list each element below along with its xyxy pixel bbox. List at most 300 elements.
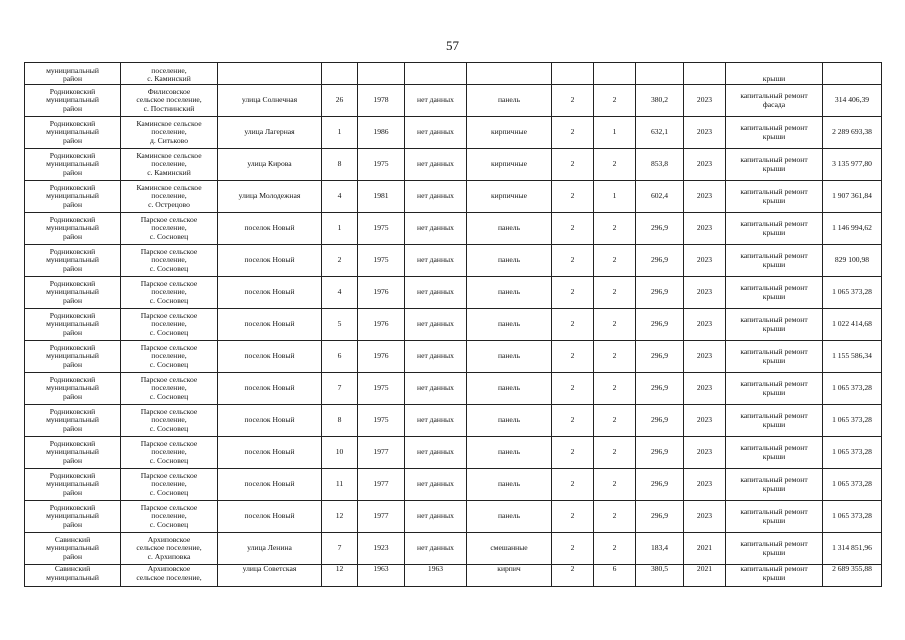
cell-text: район bbox=[62, 74, 83, 84]
cell-text: улица Солнечная bbox=[241, 95, 298, 105]
cell-text: 296,9 bbox=[650, 319, 669, 329]
cell-text: панель bbox=[497, 95, 521, 105]
cell-text: 1975 bbox=[373, 159, 389, 169]
cell-text: крыши bbox=[762, 515, 786, 525]
cell-area bbox=[636, 277, 684, 309]
cell-text: 2 bbox=[570, 564, 575, 573]
table-row bbox=[25, 149, 882, 181]
cell-text: Родниковский bbox=[49, 406, 96, 416]
cell-text: поселок Новый bbox=[244, 287, 295, 297]
cell-street bbox=[218, 149, 322, 181]
cell-text: д. Ситьково bbox=[149, 135, 188, 145]
cell-work bbox=[726, 277, 823, 309]
cell-text: муниципальный bbox=[46, 351, 99, 361]
cell-text: муниципальный bbox=[46, 572, 99, 582]
cell-text: 2 bbox=[612, 511, 617, 521]
cell-text: Парское сельское bbox=[140, 470, 198, 480]
cell-text: капитальный ремонт bbox=[740, 186, 808, 196]
cell-house bbox=[322, 213, 358, 245]
cell-text: 2 bbox=[570, 447, 575, 457]
table-row bbox=[25, 117, 882, 149]
cell-house bbox=[322, 309, 358, 341]
cell-cost bbox=[823, 213, 882, 245]
cell-text: 296,9 bbox=[650, 479, 669, 489]
cell-text: Парское сельское bbox=[140, 406, 198, 416]
cell-text: 1976 bbox=[373, 287, 389, 297]
cell-text: капитальный ремонт bbox=[740, 538, 808, 548]
cell-year bbox=[358, 309, 405, 341]
cell-text: нет данных bbox=[417, 255, 454, 265]
cell-text: крыши bbox=[762, 572, 786, 582]
cell-text: поселение, bbox=[151, 159, 187, 169]
cell-floors bbox=[552, 63, 594, 85]
cell-text: 1963 bbox=[427, 564, 444, 573]
cell-text: 8 bbox=[337, 415, 342, 425]
cell-text: 12 bbox=[335, 564, 344, 573]
cell-text: 2 bbox=[612, 415, 617, 425]
cell-text: крыши bbox=[762, 419, 786, 429]
cell-district bbox=[25, 565, 121, 587]
cell-text: капитальный ремонт bbox=[740, 314, 808, 324]
cell-floors bbox=[552, 469, 594, 501]
cell-text: поселение, bbox=[151, 191, 187, 201]
cell-floors bbox=[552, 85, 594, 117]
cell-plan-year bbox=[684, 245, 726, 277]
cell-house bbox=[322, 85, 358, 117]
cell-text: 296,9 bbox=[650, 415, 669, 425]
cell-text: с. Сосновец bbox=[149, 295, 189, 305]
cell-plan-year bbox=[684, 405, 726, 437]
cell-year bbox=[358, 501, 405, 533]
cell-text: капитальный ремонт bbox=[740, 154, 808, 164]
cell-text: район bbox=[62, 103, 83, 113]
cell-street bbox=[218, 277, 322, 309]
cell-floors bbox=[552, 149, 594, 181]
cell-work bbox=[726, 501, 823, 533]
cell-text: Родниковский bbox=[49, 438, 96, 448]
cell-text: крыши bbox=[762, 74, 786, 84]
cell-text: Парское сельское bbox=[140, 246, 198, 256]
cell-street bbox=[218, 533, 322, 565]
cell-text: крыши bbox=[762, 547, 786, 557]
cell-settlement bbox=[121, 85, 218, 117]
cell-floors bbox=[552, 341, 594, 373]
cell-area bbox=[636, 405, 684, 437]
cell-street bbox=[218, 373, 322, 405]
cell-entrances bbox=[594, 501, 636, 533]
cell-entrances bbox=[594, 437, 636, 469]
cell-text: район bbox=[62, 327, 83, 337]
cell-text: нет данных bbox=[417, 511, 454, 521]
cell-text: с. Архиповка bbox=[147, 551, 191, 561]
table-row bbox=[25, 213, 882, 245]
cell-text: капитальный ремонт bbox=[740, 474, 808, 484]
table-row bbox=[25, 565, 882, 587]
cell-text: 1 bbox=[337, 127, 342, 137]
cell-area bbox=[636, 533, 684, 565]
cell-text: 2 bbox=[570, 415, 575, 425]
cell-text: муниципальный bbox=[46, 319, 99, 329]
cell-text: с. Сосновец bbox=[149, 231, 189, 241]
cell-text: район bbox=[62, 359, 83, 369]
cell-year2 bbox=[405, 117, 467, 149]
cell-year2 bbox=[405, 85, 467, 117]
cell-walls bbox=[467, 501, 552, 533]
cell-street bbox=[218, 405, 322, 437]
cell-year2 bbox=[405, 149, 467, 181]
cell-district bbox=[25, 501, 121, 533]
cell-house bbox=[322, 341, 358, 373]
cell-text: поселение, bbox=[151, 223, 187, 233]
cell-district bbox=[25, 245, 121, 277]
cell-text: 1981 bbox=[373, 191, 389, 201]
cell-text: 1 bbox=[612, 127, 617, 137]
cell-text: кирпич bbox=[497, 564, 521, 573]
cell-district bbox=[25, 277, 121, 309]
cell-area bbox=[636, 309, 684, 341]
cell-district bbox=[25, 437, 121, 469]
cell-settlement bbox=[121, 501, 218, 533]
cell-year bbox=[358, 149, 405, 181]
cell-text: Родниковский bbox=[49, 278, 96, 288]
cell-text: нет данных bbox=[417, 287, 454, 297]
cell-text: 1977 bbox=[373, 479, 389, 489]
cell-text: панель bbox=[497, 319, 521, 329]
cell-text: с. Постнинский bbox=[143, 103, 195, 113]
cell-walls bbox=[467, 373, 552, 405]
cell-settlement bbox=[121, 437, 218, 469]
cell-text: муниципальный bbox=[46, 511, 99, 521]
cell-text: 1 065 373,28 bbox=[832, 383, 872, 393]
cell-plan-year bbox=[684, 277, 726, 309]
cell-text: поселение, bbox=[151, 65, 187, 75]
cell-cost bbox=[823, 85, 882, 117]
cell-text: муниципальный bbox=[46, 65, 99, 75]
table-row bbox=[25, 501, 882, 533]
cell-entrances bbox=[594, 405, 636, 437]
cell-text: 1 065 373,28 bbox=[832, 415, 872, 425]
cell-year bbox=[358, 341, 405, 373]
cell-text: 2 bbox=[612, 383, 617, 393]
cell-year2 bbox=[405, 533, 467, 565]
cell-district bbox=[25, 373, 121, 405]
cell-text: капитальный ремонт bbox=[740, 378, 808, 388]
cell-walls bbox=[467, 341, 552, 373]
cell-year bbox=[358, 437, 405, 469]
cell-text: муниципальный bbox=[46, 479, 99, 489]
cell-walls bbox=[467, 469, 552, 501]
cell-text: с. Сосновец bbox=[149, 455, 189, 465]
table-row bbox=[25, 405, 882, 437]
table-row bbox=[25, 277, 882, 309]
cell-text: муниципальный bbox=[46, 287, 99, 297]
cell-year2 bbox=[405, 245, 467, 277]
cell-plan-year bbox=[684, 309, 726, 341]
cell-text: улица Молодежная bbox=[238, 191, 301, 201]
cell-text: 2023 bbox=[696, 511, 713, 521]
cell-area bbox=[636, 63, 684, 85]
cell-work bbox=[726, 117, 823, 149]
cell-text: капитальный ремонт bbox=[740, 282, 808, 292]
cell-text: 296,9 bbox=[650, 287, 669, 297]
cell-text: поселок Новый bbox=[244, 351, 295, 361]
cell-district bbox=[25, 181, 121, 213]
cell-settlement bbox=[121, 277, 218, 309]
cell-text: панель bbox=[497, 447, 521, 457]
cell-floors bbox=[552, 373, 594, 405]
cell-text: 2 bbox=[612, 479, 617, 489]
cell-text: район bbox=[62, 423, 83, 433]
cell-text: 2 bbox=[570, 223, 575, 233]
cell-year bbox=[358, 405, 405, 437]
cell-entrances bbox=[594, 373, 636, 405]
cell-text: 1 065 373,28 bbox=[832, 479, 872, 489]
cell-text: нет данных bbox=[417, 383, 454, 393]
cell-text: 26 bbox=[335, 95, 344, 105]
cell-text: Родниковский bbox=[49, 470, 96, 480]
cell-text: 296,9 bbox=[650, 351, 669, 361]
cell-text: 4 bbox=[337, 287, 342, 297]
cell-text: муниципальный bbox=[46, 447, 99, 457]
cell-area bbox=[636, 85, 684, 117]
cell-text: Родниковский bbox=[49, 246, 96, 256]
cell-text: 2 bbox=[570, 95, 575, 105]
cell-entrances bbox=[594, 469, 636, 501]
cell-year bbox=[358, 181, 405, 213]
cell-text: 2 bbox=[570, 479, 575, 489]
cell-text: район bbox=[62, 231, 83, 241]
cell-text: 2 bbox=[612, 95, 617, 105]
cell-year bbox=[358, 245, 405, 277]
cell-settlement bbox=[121, 245, 218, 277]
cell-text: крыши bbox=[762, 355, 786, 365]
cell-text: панель bbox=[497, 479, 521, 489]
cell-floors bbox=[552, 117, 594, 149]
cell-text: район bbox=[62, 487, 83, 497]
cell-settlement bbox=[121, 213, 218, 245]
cell-area bbox=[636, 181, 684, 213]
cell-text: район bbox=[62, 519, 83, 529]
cell-walls bbox=[467, 213, 552, 245]
cell-text: район bbox=[62, 391, 83, 401]
cell-street bbox=[218, 501, 322, 533]
table-row bbox=[25, 373, 882, 405]
cell-plan-year bbox=[684, 501, 726, 533]
cell-text: поселение, bbox=[151, 319, 187, 329]
cell-text: капитальный ремонт bbox=[740, 218, 808, 228]
cell-text: Родниковский bbox=[49, 214, 96, 224]
cell-walls bbox=[467, 63, 552, 85]
cell-text: 2 bbox=[570, 543, 575, 553]
cell-text: с. Сосновец bbox=[149, 391, 189, 401]
cell-entrances bbox=[594, 63, 636, 85]
cell-text: панель bbox=[497, 255, 521, 265]
cell-walls bbox=[467, 149, 552, 181]
cell-text: 296,9 bbox=[650, 383, 669, 393]
cell-text: с. Сосновец bbox=[149, 263, 189, 273]
cell-text: 2 bbox=[612, 351, 617, 361]
cell-street bbox=[218, 341, 322, 373]
cell-text: Парское сельское bbox=[140, 438, 198, 448]
cell-text: 853,8 bbox=[650, 159, 669, 169]
cell-house bbox=[322, 565, 358, 587]
cell-text: 1975 bbox=[373, 223, 389, 233]
cell-settlement bbox=[121, 117, 218, 149]
cell-text: кирпичные bbox=[490, 191, 528, 201]
cell-text: 2021 bbox=[696, 564, 713, 573]
cell-text: 2023 bbox=[696, 319, 713, 329]
cell-text: 2 bbox=[612, 255, 617, 265]
cell-text: 2021 bbox=[696, 543, 713, 553]
cell-text: 2023 bbox=[696, 95, 713, 105]
cell-settlement bbox=[121, 149, 218, 181]
cell-text: 829 100,98 bbox=[834, 255, 870, 265]
cell-text: 2 689 355,88 bbox=[832, 564, 872, 573]
cell-text: 2 bbox=[612, 543, 617, 553]
cell-district bbox=[25, 469, 121, 501]
cell-text: 12 bbox=[335, 511, 344, 521]
cell-year bbox=[358, 213, 405, 245]
cell-street bbox=[218, 63, 322, 85]
cell-street bbox=[218, 213, 322, 245]
cell-text: крыши bbox=[762, 131, 786, 141]
cell-text: 1 065 373,28 bbox=[832, 287, 872, 297]
cell-walls bbox=[467, 85, 552, 117]
cell-year2 bbox=[405, 437, 467, 469]
cell-text: поселок Новый bbox=[244, 255, 295, 265]
cell-text: Парское сельское bbox=[140, 374, 198, 384]
cell-plan-year bbox=[684, 85, 726, 117]
cell-text: капитальный ремонт bbox=[740, 346, 808, 356]
cell-year2 bbox=[405, 181, 467, 213]
table-row bbox=[25, 469, 882, 501]
cell-work bbox=[726, 245, 823, 277]
cell-walls bbox=[467, 277, 552, 309]
cell-text: 2023 bbox=[696, 223, 713, 233]
cell-text: поселение, bbox=[151, 383, 187, 393]
cell-year bbox=[358, 565, 405, 587]
cell-text: 2 bbox=[570, 287, 575, 297]
cell-text: поселение, bbox=[151, 287, 187, 297]
cell-text: 2023 bbox=[696, 159, 713, 169]
cell-floors bbox=[552, 309, 594, 341]
cell-text: муниципальный bbox=[46, 383, 99, 393]
cell-text: улица Ленина bbox=[247, 543, 292, 553]
cell-text: 380,5 bbox=[650, 564, 669, 573]
cell-text: 1963 bbox=[373, 564, 389, 573]
cell-text: улица Кирова bbox=[247, 159, 292, 169]
cell-street bbox=[218, 565, 322, 587]
cell-walls bbox=[467, 181, 552, 213]
cell-text: 296,9 bbox=[650, 223, 669, 233]
cell-cost bbox=[823, 437, 882, 469]
cell-work bbox=[726, 533, 823, 565]
cell-text: 2 bbox=[570, 511, 575, 521]
cell-text: 1 065 373,28 bbox=[832, 447, 872, 457]
cell-text: 1976 bbox=[373, 319, 389, 329]
cell-plan-year bbox=[684, 149, 726, 181]
cell-walls bbox=[467, 117, 552, 149]
cell-plan-year bbox=[684, 373, 726, 405]
cell-text: поселок Новый bbox=[244, 447, 295, 457]
cell-plan-year bbox=[684, 63, 726, 85]
cell-entrances bbox=[594, 565, 636, 587]
cell-text: 1 bbox=[612, 191, 617, 201]
cell-year2 bbox=[405, 405, 467, 437]
cell-year bbox=[358, 469, 405, 501]
cell-walls bbox=[467, 405, 552, 437]
cell-work bbox=[726, 341, 823, 373]
cell-year bbox=[358, 117, 405, 149]
cell-street bbox=[218, 117, 322, 149]
cell-year2 bbox=[405, 469, 467, 501]
cell-entrances bbox=[594, 149, 636, 181]
cell-cost bbox=[823, 63, 882, 85]
table-row bbox=[25, 533, 882, 565]
cell-walls bbox=[467, 245, 552, 277]
cell-house bbox=[322, 63, 358, 85]
cell-text: 1975 bbox=[373, 383, 389, 393]
cell-plan-year bbox=[684, 533, 726, 565]
cell-text: Парское сельское bbox=[140, 342, 198, 352]
cell-text: Родниковский bbox=[49, 502, 96, 512]
cell-street bbox=[218, 469, 322, 501]
cell-walls bbox=[467, 309, 552, 341]
cell-text: панель bbox=[497, 351, 521, 361]
cell-text: крыши bbox=[762, 291, 786, 301]
cell-cost bbox=[823, 245, 882, 277]
cell-text: 2 bbox=[570, 319, 575, 329]
cell-text: 1 155 586,34 bbox=[832, 351, 872, 361]
cell-text: муниципальный bbox=[46, 95, 99, 105]
cell-work bbox=[726, 85, 823, 117]
cell-text: 2 289 693,38 bbox=[832, 127, 872, 137]
cell-text: 2 bbox=[570, 351, 575, 361]
cell-cost bbox=[823, 117, 882, 149]
cell-text: 6 bbox=[337, 351, 342, 361]
cell-text: 1 065 373,28 bbox=[832, 511, 872, 521]
cell-street bbox=[218, 437, 322, 469]
cell-work bbox=[726, 63, 823, 85]
cell-text: панель bbox=[497, 223, 521, 233]
cell-text: 1976 bbox=[373, 351, 389, 361]
cell-text: 2023 bbox=[696, 127, 713, 137]
cell-floors bbox=[552, 533, 594, 565]
cell-work bbox=[726, 469, 823, 501]
cell-settlement bbox=[121, 309, 218, 341]
cell-text: с. Каминский bbox=[147, 167, 191, 177]
cell-text: крыши bbox=[762, 451, 786, 461]
cell-house bbox=[322, 117, 358, 149]
cell-entrances bbox=[594, 533, 636, 565]
cell-text: капитальный ремонт bbox=[740, 122, 808, 132]
cell-entrances bbox=[594, 341, 636, 373]
cell-text: крыши bbox=[762, 483, 786, 493]
cell-text: 2023 bbox=[696, 191, 713, 201]
cell-text: нет данных bbox=[417, 479, 454, 489]
cell-text: 1923 bbox=[373, 543, 389, 553]
cell-text: Каминское сельское bbox=[136, 118, 202, 128]
cell-street bbox=[218, 85, 322, 117]
cell-year bbox=[358, 373, 405, 405]
cell-year bbox=[358, 277, 405, 309]
cell-plan-year bbox=[684, 437, 726, 469]
cell-text: 10 bbox=[335, 447, 344, 457]
cell-text: 2023 bbox=[696, 287, 713, 297]
cell-house bbox=[322, 245, 358, 277]
cell-text: нет данных bbox=[417, 191, 454, 201]
cell-area bbox=[636, 117, 684, 149]
